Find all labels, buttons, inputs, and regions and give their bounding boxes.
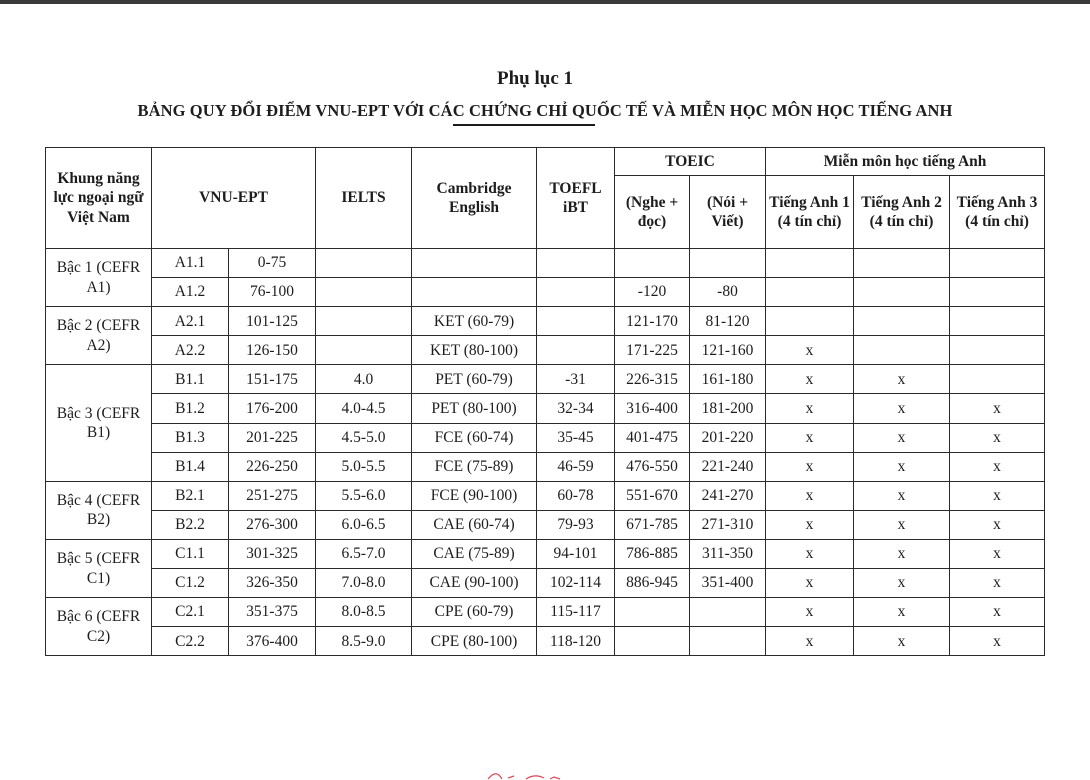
english-1-exempt-cell: x	[766, 336, 854, 365]
signature-mark	[484, 770, 624, 780]
cambridge-cell: CPE (60-79)	[412, 598, 537, 627]
toefl-cell: 115-117	[537, 598, 615, 627]
english-1-exempt-cell: x	[766, 539, 854, 568]
header-toeic: TOEIC	[615, 148, 766, 176]
toeic-listen-read-cell: 171-225	[615, 336, 690, 365]
level-cell: A1.2	[152, 278, 229, 307]
toeic-speak-write-cell: 181-200	[690, 394, 766, 423]
toefl-cell: -31	[537, 365, 615, 394]
toeic-listen-read-cell: 401-475	[615, 423, 690, 452]
english-1-exempt-cell: x	[766, 510, 854, 539]
level-group-cell: Bậc 2 (CEFR A2)	[46, 307, 152, 365]
toeic-speak-write-cell	[690, 598, 766, 627]
level-cell: C2.2	[152, 627, 229, 656]
toeic-speak-write-cell: 221-240	[690, 452, 766, 481]
table-row	[46, 539, 1045, 568]
toefl-cell: 32-34	[537, 394, 615, 423]
header-toeic-listen-read: (Nghe + đọc)	[615, 176, 690, 249]
level-cell: B1.2	[152, 394, 229, 423]
score-cell: 226-250	[229, 452, 316, 481]
cambridge-cell: KET (80-100)	[412, 336, 537, 365]
toeic-listen-read-cell: -120	[615, 278, 690, 307]
toeic-speak-write-cell: 201-220	[690, 423, 766, 452]
level-cell: B1.1	[152, 365, 229, 394]
english-2-exempt-cell: x	[854, 598, 950, 627]
english-2-exempt-cell: x	[854, 481, 950, 510]
score-cell: 0-75	[229, 249, 316, 278]
toeic-speak-write-cell: 311-350	[690, 539, 766, 568]
subtitle-underline	[453, 124, 595, 126]
english-1-exempt-cell: x	[766, 598, 854, 627]
table-row	[46, 423, 1045, 452]
english-3-exempt-cell: x	[950, 394, 1045, 423]
toeic-listen-read-cell: 316-400	[615, 394, 690, 423]
ielts-cell: 4.0	[316, 365, 412, 394]
english-3-exempt-cell: x	[950, 452, 1045, 481]
ielts-cell	[316, 307, 412, 336]
toeic-listen-read-cell: 476-550	[615, 452, 690, 481]
english-2-exempt-cell: x	[854, 394, 950, 423]
toefl-cell: 94-101	[537, 539, 615, 568]
cambridge-cell: CAE (60-74)	[412, 510, 537, 539]
signature-icon	[484, 770, 624, 780]
english-1-exempt-cell: x	[766, 394, 854, 423]
table-row	[46, 481, 1045, 510]
toefl-cell	[537, 249, 615, 278]
english-3-exempt-cell: x	[950, 569, 1045, 598]
header-english-1: Tiếng Anh 1 (4 tín chỉ)	[766, 176, 854, 249]
cambridge-cell: FCE (90-100)	[412, 481, 537, 510]
level-cell: B2.2	[152, 510, 229, 539]
english-2-exempt-cell: x	[854, 510, 950, 539]
toeic-listen-read-cell: 226-315	[615, 365, 690, 394]
cambridge-cell: CAE (75-89)	[412, 539, 537, 568]
english-3-exempt-cell	[950, 278, 1045, 307]
english-1-exempt-cell: x	[766, 423, 854, 452]
ielts-cell: 4.0-4.5	[316, 394, 412, 423]
score-cell: 176-200	[229, 394, 316, 423]
toefl-cell: 102-114	[537, 569, 615, 598]
toeic-listen-read-cell: 886-945	[615, 569, 690, 598]
level-cell: C2.1	[152, 598, 229, 627]
toeic-speak-write-cell: 271-310	[690, 510, 766, 539]
ielts-cell: 4.5-5.0	[316, 423, 412, 452]
table-row	[46, 569, 1045, 598]
toeic-speak-write-cell: 81-120	[690, 307, 766, 336]
toeic-listen-read-cell: 786-885	[615, 539, 690, 568]
cambridge-cell: CAE (90-100)	[412, 569, 537, 598]
ielts-cell: 8.5-9.0	[316, 627, 412, 656]
english-1-exempt-cell	[766, 307, 854, 336]
toeic-speak-write-cell: 161-180	[690, 365, 766, 394]
english-3-exempt-cell	[950, 336, 1045, 365]
page-title: Phụ lục 1	[496, 68, 574, 89]
level-cell: B1.4	[152, 452, 229, 481]
header-exemption: Miễn môn học tiếng Anh	[766, 148, 1045, 176]
english-2-exempt-cell: x	[854, 539, 950, 568]
table-row	[46, 249, 1045, 278]
english-2-exempt-cell	[854, 278, 950, 307]
score-cell: 126-150	[229, 336, 316, 365]
english-2-exempt-cell: x	[854, 569, 950, 598]
english-2-exempt-cell	[854, 249, 950, 278]
table-row	[46, 510, 1045, 539]
english-1-exempt-cell: x	[766, 365, 854, 394]
level-group-cell: Bậc 1 (CEFR A1)	[46, 249, 152, 307]
scan-top-border	[0, 0, 1090, 4]
score-cell: 151-175	[229, 365, 316, 394]
header-cambridge: Cambridge English	[412, 148, 537, 249]
english-2-exempt-cell: x	[854, 423, 950, 452]
score-cell: 351-375	[229, 598, 316, 627]
table-row	[46, 627, 1045, 656]
level-cell: C1.1	[152, 539, 229, 568]
cambridge-cell: FCE (75-89)	[412, 452, 537, 481]
english-1-exempt-cell	[766, 249, 854, 278]
toeic-listen-read-cell: 121-170	[615, 307, 690, 336]
header-english-2: Tiếng Anh 2 (4 tín chỉ)	[854, 176, 950, 249]
english-2-exempt-cell: x	[854, 365, 950, 394]
level-cell: A2.1	[152, 307, 229, 336]
level-cell: C1.2	[152, 569, 229, 598]
score-cell: 326-350	[229, 569, 316, 598]
english-3-exempt-cell: x	[950, 627, 1045, 656]
ielts-cell: 7.0-8.0	[316, 569, 412, 598]
english-3-exempt-cell: x	[950, 481, 1045, 510]
score-cell: 76-100	[229, 278, 316, 307]
english-3-exempt-cell	[950, 249, 1045, 278]
ielts-cell: 5.5-6.0	[316, 481, 412, 510]
english-1-exempt-cell	[766, 278, 854, 307]
ielts-cell	[316, 278, 412, 307]
table-row	[46, 278, 1045, 307]
toefl-cell	[537, 278, 615, 307]
cambridge-cell	[412, 249, 537, 278]
toefl-cell	[537, 336, 615, 365]
english-3-exempt-cell: x	[950, 598, 1045, 627]
english-3-exempt-cell: x	[950, 423, 1045, 452]
table-row	[46, 394, 1045, 423]
conversion-table	[45, 147, 1045, 656]
level-group-cell: Bậc 5 (CEFR C1)	[46, 539, 152, 597]
toeic-listen-read-cell: 551-670	[615, 481, 690, 510]
toeic-speak-write-cell: 351-400	[690, 569, 766, 598]
ielts-cell	[316, 249, 412, 278]
cambridge-cell: FCE (60-74)	[412, 423, 537, 452]
level-cell: A2.2	[152, 336, 229, 365]
level-group-cell: Bậc 4 (CEFR B2)	[46, 481, 152, 539]
english-3-exempt-cell: x	[950, 510, 1045, 539]
score-cell: 276-300	[229, 510, 316, 539]
page-subtitle: BẢNG QUY ĐỔI ĐIỂM VNU-EPT VỚI CÁC CHỨNG CHỈ QUỐC TẾ VÀ MIỄN HỌC MÔN HỌC TIẾNG ANH	[137, 101, 953, 120]
score-cell: 101-125	[229, 307, 316, 336]
english-2-exempt-cell: x	[854, 452, 950, 481]
toeic-listen-read-cell	[615, 249, 690, 278]
table-row	[46, 598, 1045, 627]
toeic-speak-write-cell	[690, 627, 766, 656]
score-cell: 376-400	[229, 627, 316, 656]
score-cell: 301-325	[229, 539, 316, 568]
ielts-cell: 5.0-5.5	[316, 452, 412, 481]
ielts-cell: 8.0-8.5	[316, 598, 412, 627]
header-toeic-speak-write: (Nói + Viết)	[690, 176, 766, 249]
cambridge-cell	[412, 278, 537, 307]
english-1-exempt-cell: x	[766, 569, 854, 598]
toeic-listen-read-cell	[615, 598, 690, 627]
english-2-exempt-cell	[854, 307, 950, 336]
level-group-cell: Bậc 6 (CEFR C2)	[46, 598, 152, 656]
ielts-cell	[316, 336, 412, 365]
english-3-exempt-cell	[950, 365, 1045, 394]
toeic-listen-read-cell: 671-785	[615, 510, 690, 539]
level-group-cell: Bậc 3 (CEFR B1)	[46, 365, 152, 481]
level-cell: B1.3	[152, 423, 229, 452]
toeic-speak-write-cell: 241-270	[690, 481, 766, 510]
english-1-exempt-cell: x	[766, 452, 854, 481]
level-cell: B2.1	[152, 481, 229, 510]
table-row	[46, 336, 1045, 365]
toefl-cell: 46-59	[537, 452, 615, 481]
toefl-cell	[537, 307, 615, 336]
toeic-listen-read-cell	[615, 627, 690, 656]
english-2-exempt-cell	[854, 336, 950, 365]
toefl-cell: 35-45	[537, 423, 615, 452]
english-3-exempt-cell	[950, 307, 1045, 336]
toefl-cell: 79-93	[537, 510, 615, 539]
table-row	[46, 365, 1045, 394]
table-row	[46, 452, 1045, 481]
ielts-cell: 6.0-6.5	[316, 510, 412, 539]
ielts-cell: 6.5-7.0	[316, 539, 412, 568]
level-cell: A1.1	[152, 249, 229, 278]
table-row	[46, 307, 1045, 336]
toefl-cell: 118-120	[537, 627, 615, 656]
english-2-exempt-cell: x	[854, 627, 950, 656]
cambridge-cell: CPE (80-100)	[412, 627, 537, 656]
header-english-3: Tiếng Anh 3 (4 tín chỉ)	[950, 176, 1045, 249]
score-cell: 251-275	[229, 481, 316, 510]
english-3-exempt-cell: x	[950, 539, 1045, 568]
header-framework: Khung năng lực ngoại ngữ Việt Nam	[46, 148, 152, 249]
toeic-speak-write-cell	[690, 249, 766, 278]
toeic-speak-write-cell: -80	[690, 278, 766, 307]
english-1-exempt-cell: x	[766, 481, 854, 510]
english-1-exempt-cell: x	[766, 627, 854, 656]
score-cell: 201-225	[229, 423, 316, 452]
cambridge-cell: PET (60-79)	[412, 365, 537, 394]
toefl-cell: 60-78	[537, 481, 615, 510]
header-ielts: IELTS	[316, 148, 412, 249]
cambridge-cell: KET (60-79)	[412, 307, 537, 336]
toeic-speak-write-cell: 121-160	[690, 336, 766, 365]
header-toefl: TOEFL iBT	[537, 148, 615, 249]
header-vnu-ept: VNU-EPT	[152, 148, 316, 249]
cambridge-cell: PET (80-100)	[412, 394, 537, 423]
